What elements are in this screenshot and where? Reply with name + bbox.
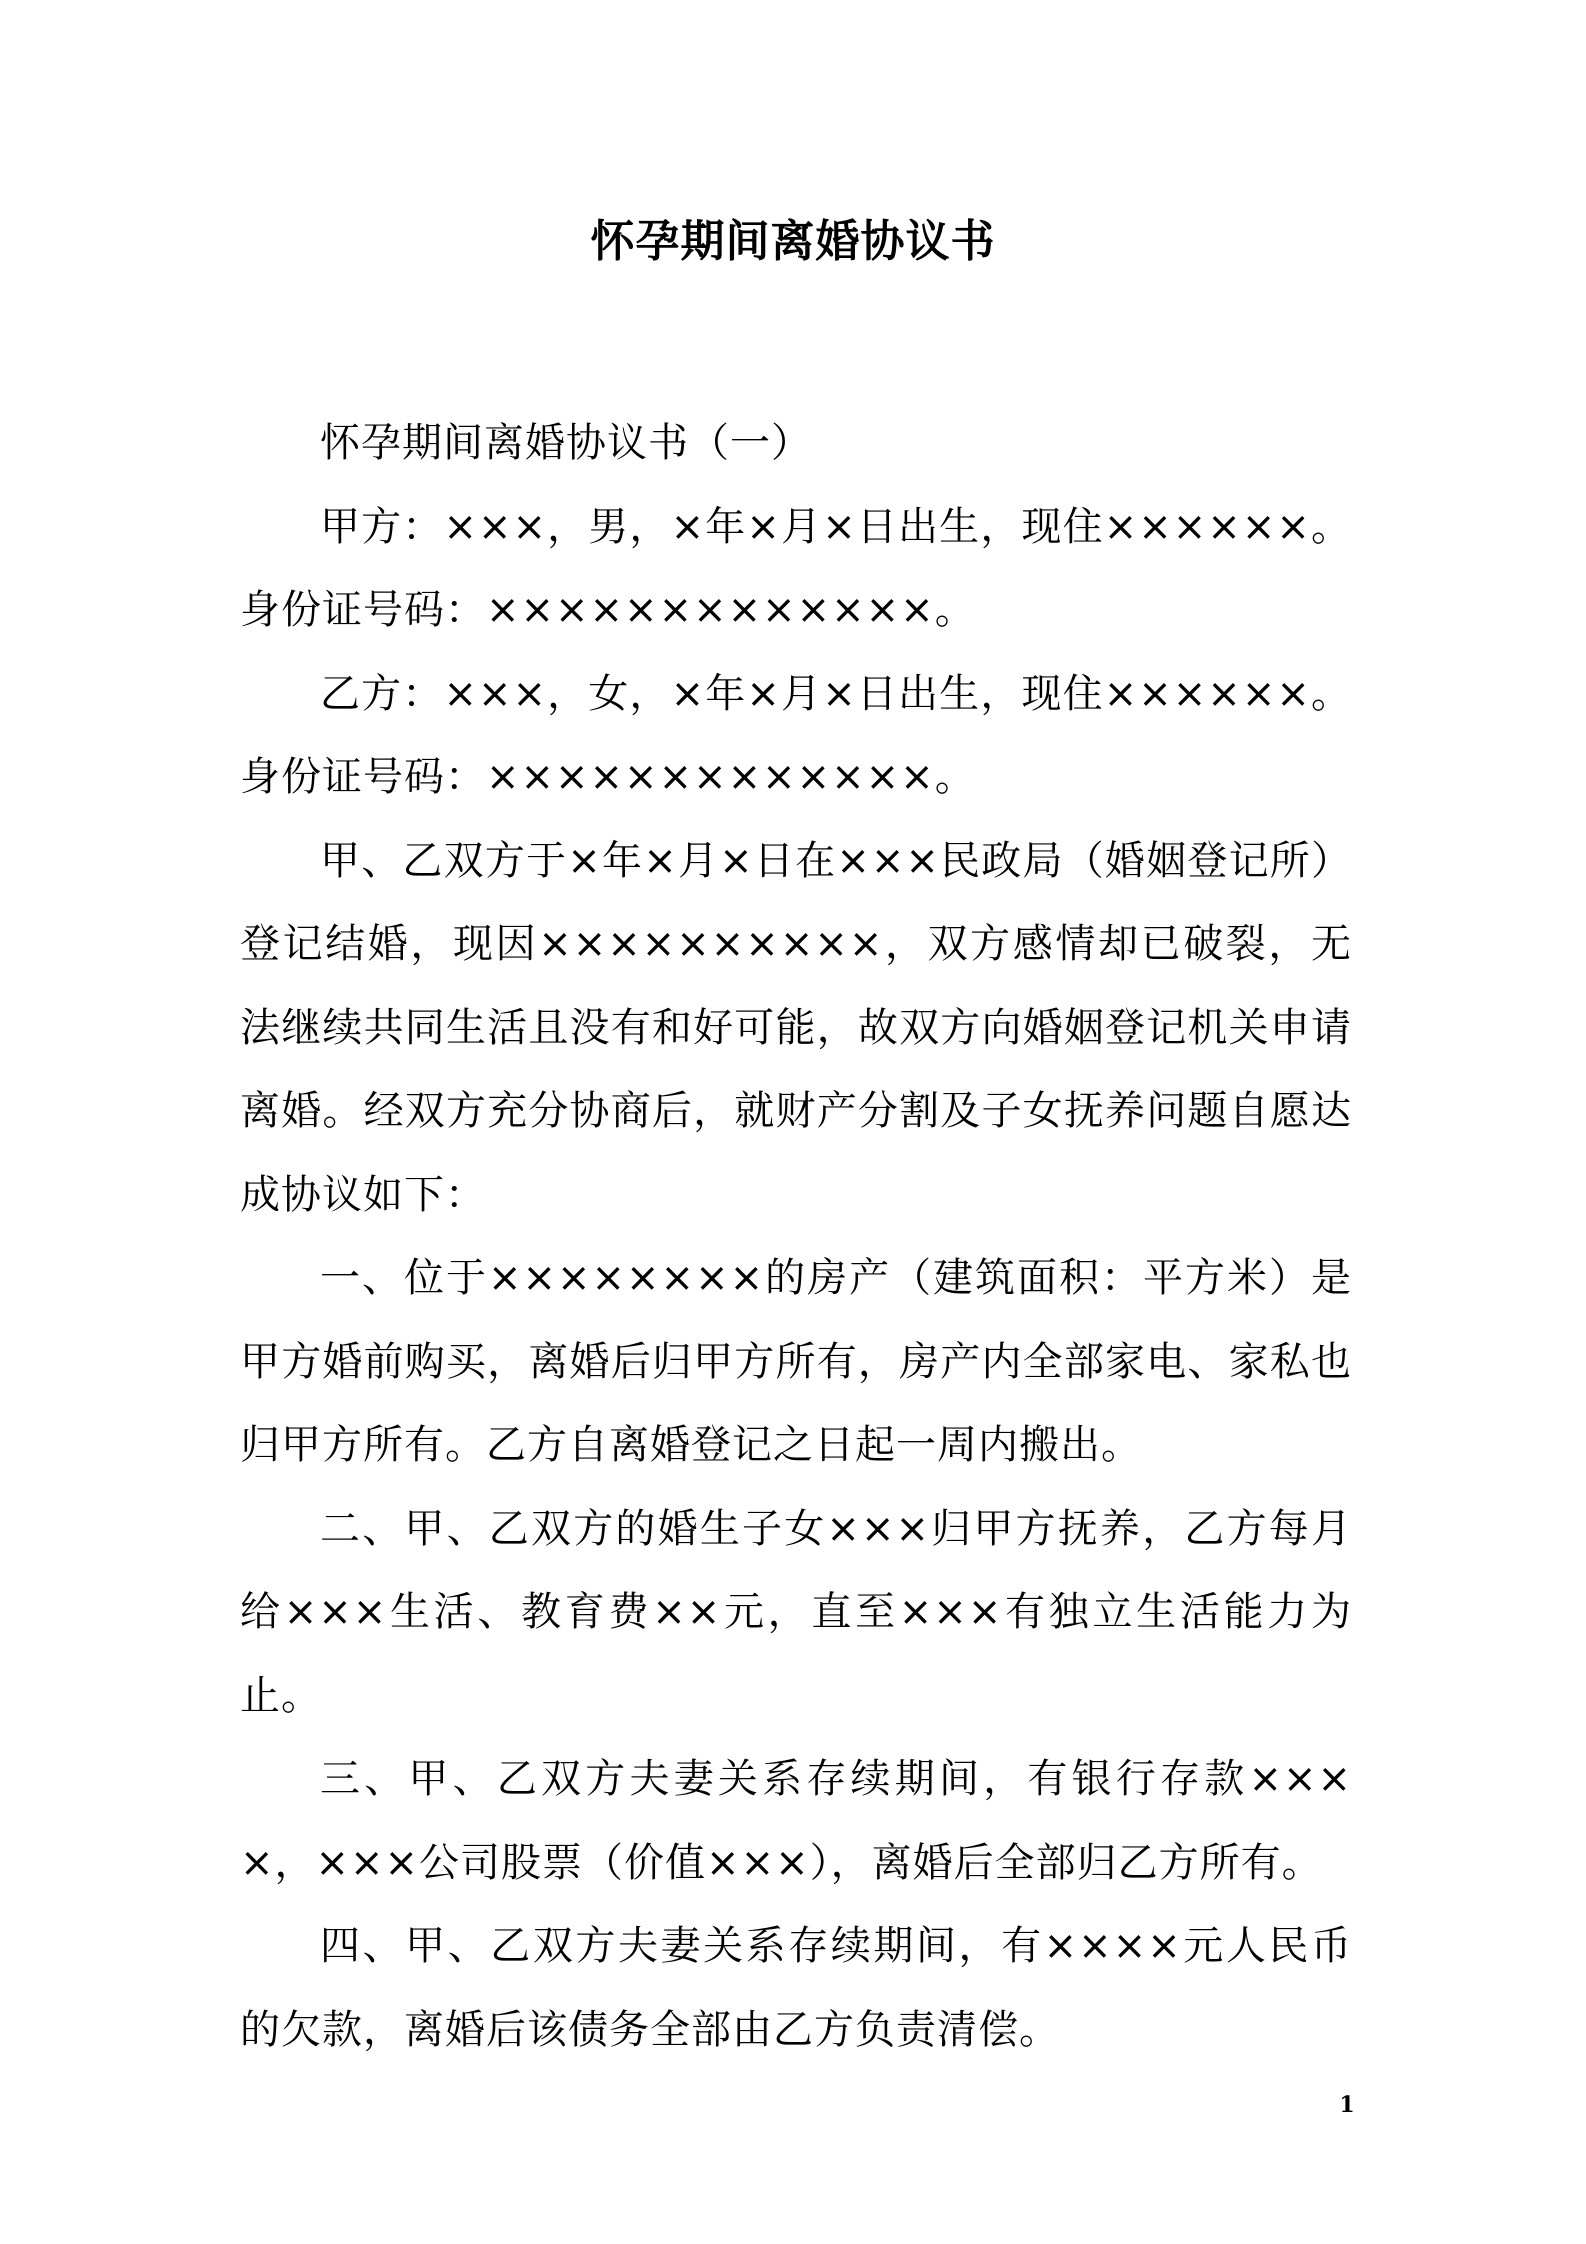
document-title: 怀孕期间离婚协议书 bbox=[590, 216, 996, 267]
document-body bbox=[240, 402, 1352, 2072]
clause-one-paragraph: 一、位于××××××××的房产（建筑面积：平方米）是甲方婚前购买，离婚后归甲方所有，房产内全部家电、家私也归甲方所有。乙方自离婚登记之日起一周内搬出。 bbox=[240, 1255, 1352, 1468]
marriage-background-paragraph: 甲、乙双方于×年×月×日在×××民政局（婚姻登记所）登记结婚，现因××××××××××，双方感情却已破裂，无法继续共同生活且没有和好可能，故双方向婚姻登记机关申请离婚。经双方充分协商后，就财产分割及子女抚养问题自愿达成协议如下： bbox=[240, 837, 1352, 1218]
clause-two-paragraph: 二、甲、乙双方的婚生子女×××归甲方抚养，乙方每月给×××生活、教育费××元，直至×××有独立生活能力为止。 bbox=[240, 1505, 1352, 1719]
section-heading: 怀孕期间离婚协议书（一） bbox=[320, 420, 812, 466]
party-b-paragraph: 乙方：×××，女，×年×月×日出生，现住××××××。身份证号码：×××××××××××××。 bbox=[240, 670, 1352, 800]
party-a-paragraph: 甲方：×××，男，×年×月×日出生，现住××××××。身份证号码：×××××××××××××。 bbox=[240, 503, 1352, 633]
clause-three-paragraph: 三、甲、乙双方夫妻关系存续期间，有银行存款××××，×××公司股票（价值×××），离婚后全部归乙方所有。 bbox=[240, 1756, 1352, 1886]
page-number: 1 bbox=[1339, 2092, 1355, 2118]
clause-four-paragraph: 四、甲、乙双方夫妻关系存续期间，有××××元人民币的欠款，离婚后该债务全部由乙方负责清偿。 bbox=[240, 1923, 1352, 2053]
